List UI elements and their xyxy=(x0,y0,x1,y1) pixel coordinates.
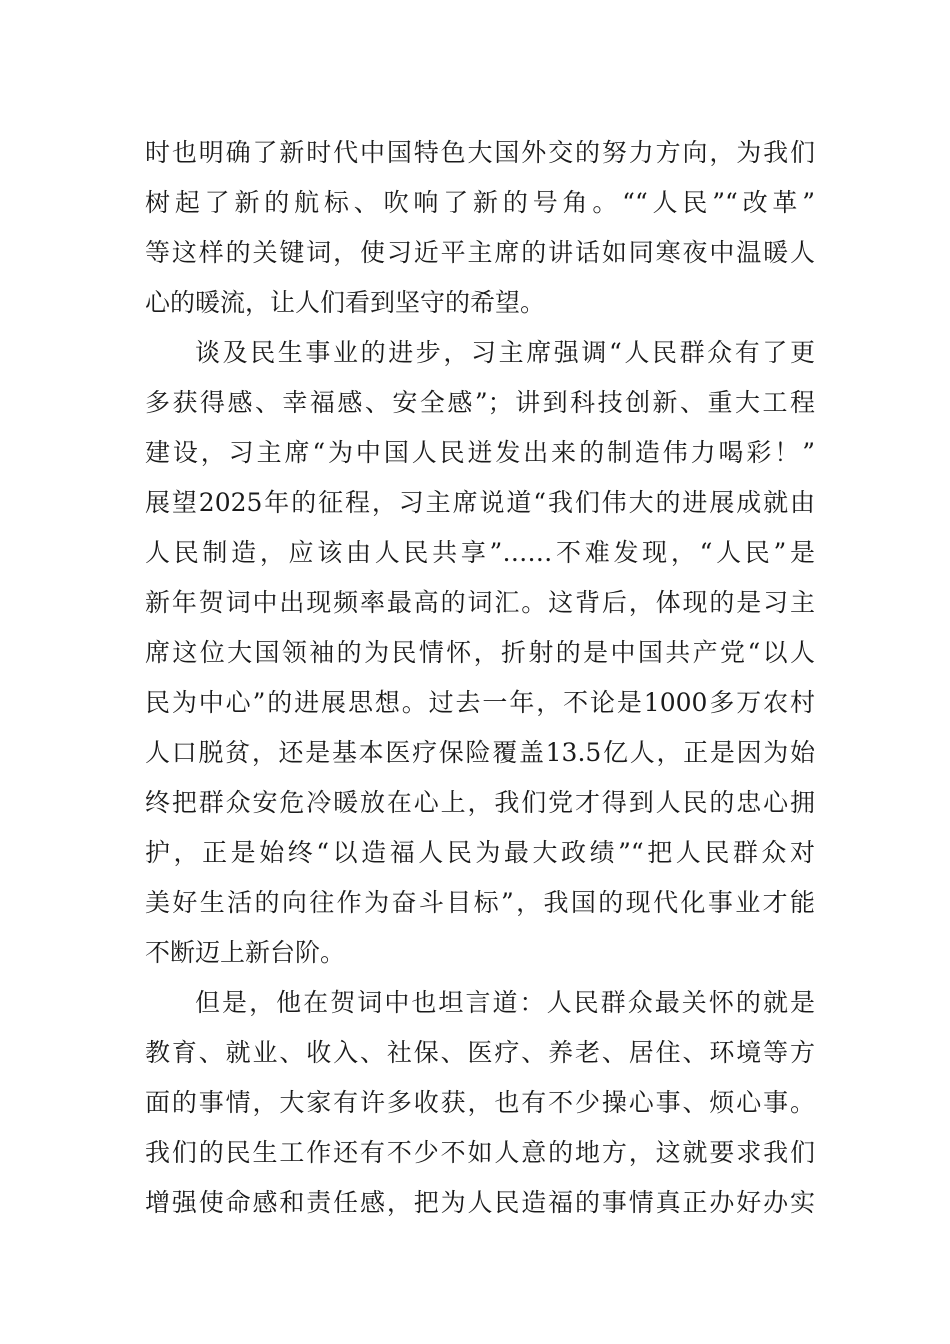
paragraph-2 xyxy=(145,328,815,978)
text-line: 护，正是始终“以造福人民为最大政绩”“把人民群众对 xyxy=(145,838,815,867)
text-line: 展望2025年的征程，习主席说道“我们伟大的进展成就由 xyxy=(145,488,815,517)
paragraph-3 xyxy=(145,978,815,1228)
text-line: 建设，习主席“为中国人民迸发出来的制造伟力喝彩！” xyxy=(145,438,815,467)
paragraph-1 xyxy=(145,128,815,328)
text-line: 但是，他在贺词中也坦言道：人民群众最关怀的就是 xyxy=(195,988,815,1017)
text-line: 新年贺词中出现频率最高的词汇。这背后，体现的是习主 xyxy=(145,588,815,617)
text-line: 多获得感、幸福感、安全感”；讲到科技创新、重大工程 xyxy=(145,388,815,417)
text-line: 人民制造，应该由人民共享”……不难发现，“人民”是 xyxy=(145,538,815,567)
text-line: 时也明确了新时代中国特色大国外交的努力方向，为我们 xyxy=(145,138,815,167)
text-line: 树起了新的航标、吹响了新的号角。““人民”“改革” xyxy=(145,188,815,217)
text-line: 席这位大国领袖的为民情怀，折射的是中国共产党“以人 xyxy=(145,638,815,667)
text-line: 民为中心”的进展思想。过去一年，不论是1000多万农村 xyxy=(145,688,815,717)
text-line: 教育、就业、收入、社保、医疗、养老、居住、环境等方 xyxy=(145,1038,815,1067)
text-line: 等这样的关键词，使习近平主席的讲话如同寒夜中温暖人 xyxy=(145,238,815,267)
text-line: 终把群众安危冷暖放在心上，我们党才得到人民的忠心拥 xyxy=(145,788,815,817)
text-line: 心的暖流，让人们看到坚守的希望。 xyxy=(145,288,546,317)
body-text xyxy=(145,128,815,1228)
text-line: 面的事情，大家有许多收获，也有不少操心事、烦心事。 xyxy=(145,1088,815,1117)
text-line: 我们的民生工作还有不少不如人意的地方，这就要求我们 xyxy=(145,1138,815,1167)
text-line: 谈及民生事业的进步，习主席强调“人民群众有了更 xyxy=(195,338,815,367)
text-line: 人口脱贫，还是基本医疗保险覆盖13.5亿人，正是因为始 xyxy=(145,738,815,767)
text-line: 美好生活的向往作为奋斗目标”，我国的现代化事业才能 xyxy=(145,888,815,917)
text-line: 不断迈上新台阶。 xyxy=(145,938,346,967)
text-line: 增强使命感和责任感，把为人民造福的事情真正办好办实 xyxy=(145,1188,815,1217)
